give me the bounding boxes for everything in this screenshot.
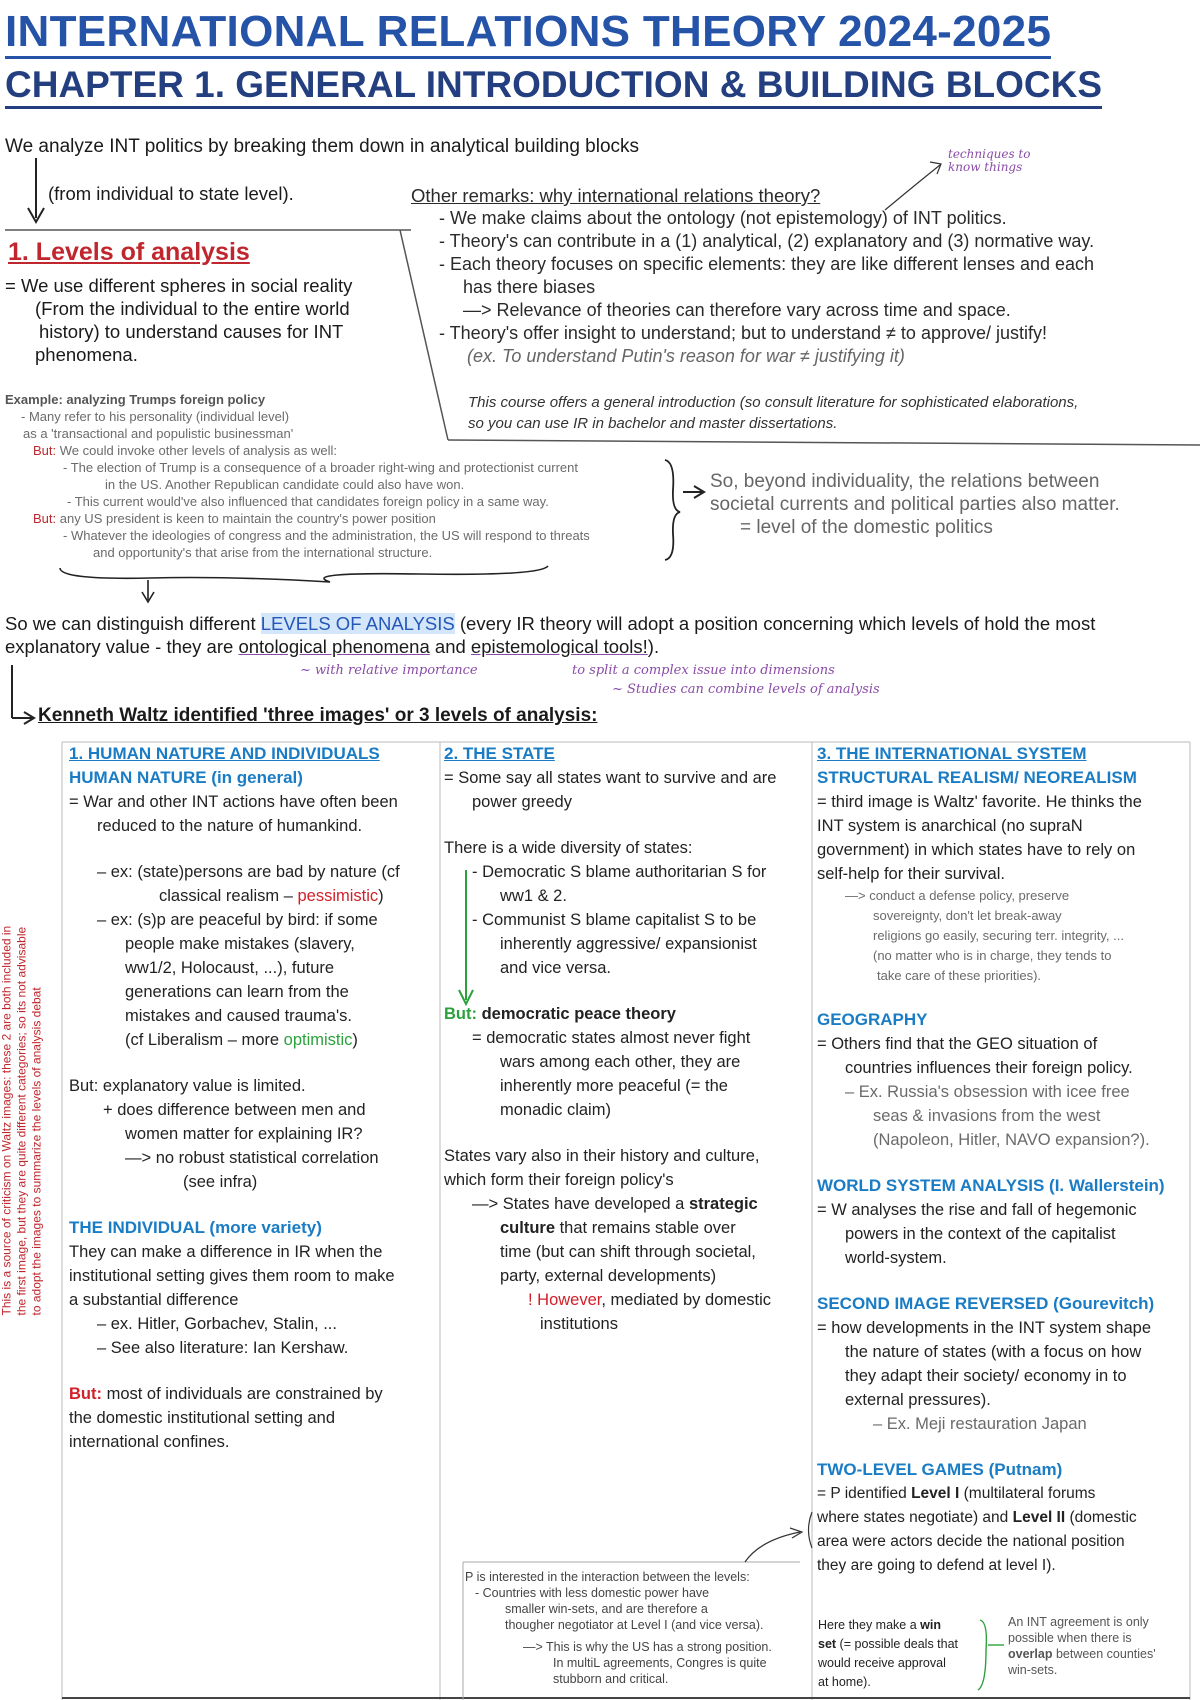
waltz-heading: Kenneth Waltz identified 'three images' or 3 levels of analysis: — [38, 705, 598, 726]
col3-line: they are going to defend at level I). — [817, 1557, 1056, 1574]
col3-line: = how developments in the INT system shape — [817, 1319, 1151, 1337]
other-remarks — [411, 184, 1191, 368]
col3-subheading: WORLD SYSTEM ANALYSIS (I. Wallerstein) — [817, 1176, 1165, 1195]
example-title: Example: analyzing Trumps foreign policy — [5, 392, 266, 407]
col1-line: a substantial difference — [69, 1291, 239, 1309]
col1-line: – See also literature: Ian Kershaw. — [97, 1339, 349, 1357]
note-line: possible when there is — [1008, 1631, 1132, 1645]
set-term: set — [818, 1637, 837, 1651]
col2-heading: 2. THE STATE — [444, 744, 555, 763]
col1-line: ) — [352, 1031, 358, 1049]
remark-item: (ex. To understand Putin's reason for war ≠ justifying it) — [467, 346, 905, 366]
chapter-title: CHAPTER 1. GENERAL INTRODUCTION & BUILDING BLOCKS — [5, 64, 1102, 109]
levels-of-analysis-paragraph — [5, 612, 1195, 658]
col3-note: sovereignty, don't let break-away — [873, 908, 1062, 923]
col1-line: people make mistakes (slavery, — [125, 935, 355, 953]
intro-text: We analyze INT politics by breaking them down in analytical building blocks — [5, 136, 640, 157]
col2-line: —> States have developed a — [472, 1195, 689, 1213]
but-label: But: — [69, 1385, 102, 1403]
note-line: —> This is why the US has a strong position. — [523, 1640, 772, 1654]
col1-line: – ex: (s)p are peaceful by bird: if some — [97, 911, 378, 929]
intro-subtext: (from individual to state level). — [48, 183, 294, 204]
col1-subheading: THE INDIVIDUAL (more variety) — [69, 1218, 322, 1237]
example-line: - This current would've also influenced that candidates foreign policy in a same way. — [67, 494, 549, 509]
however-term: ! However — [528, 1291, 602, 1309]
course-line: so you can use IR in bachelor and master dissertations. — [468, 415, 838, 432]
para-text: ). — [647, 636, 660, 657]
col1-heading: 1. HUMAN NATURE AND INDIVIDUALS — [69, 744, 380, 763]
example-line: in the US. Another Republican candidate could also have won. — [105, 477, 465, 492]
col1-line: – ex. Hitler, Gorbachev, Stalin, ... — [97, 1315, 337, 1333]
remark-item: —> Relevance of theories can therefore vary across time and space. — [463, 300, 1011, 320]
column-the-state — [444, 742, 810, 1336]
handwritten-note-top: techniques to know things — [948, 147, 1031, 174]
col1-line: ww1/2, Holocaust, ...), future — [125, 959, 335, 977]
pessimistic-term: pessimistic — [297, 887, 379, 905]
page-title: INTERNATIONAL RELATIONS THEORY 2024-2025 — [5, 8, 1051, 59]
col2-line: monadic claim) — [500, 1101, 611, 1119]
col3-line: area were actors decide the national position — [817, 1533, 1125, 1550]
note-line: An INT agreement is only — [1008, 1615, 1149, 1629]
optimistic-term: optimistic — [283, 1031, 353, 1049]
example-line: - Whatever the ideologies of congress and the administration, the US will respond to threats — [63, 528, 590, 543]
col1-line: international confines. — [69, 1433, 230, 1451]
col2-line: institutions — [540, 1315, 618, 1333]
col1-line: most of individuals are constrained by — [101, 1385, 383, 1403]
para-text: and — [429, 636, 471, 657]
col3-note: religions go easily, securing terr. integrity, ... — [873, 928, 1124, 943]
col3-note: (no matter who is in charge, they tends to — [873, 948, 1112, 963]
example-line: We could invoke other levels of analysis as well: — [56, 443, 337, 458]
handwritten-split: to split a complex issue into dimensions — [572, 663, 835, 678]
col2-line: = Some say all states want to survive and are — [444, 769, 777, 787]
highlight-levels: LEVELS OF ANALYSIS — [260, 613, 455, 634]
remark-item: - Theory's can contribute in a (1) analytical, (2) explanatory and (3) normative way. — [439, 231, 1095, 251]
col2-line: which form their foreign policy's — [444, 1171, 674, 1189]
col1-line: = War and other INT actions have often been — [69, 793, 398, 811]
col3-line: – Ex. Meji restauration Japan — [873, 1415, 1087, 1433]
col3-subheading: STRUCTURAL REALISM/ NEOREALISM — [817, 768, 1137, 787]
col2-line: that remains stable over — [555, 1219, 736, 1237]
win-term: win — [920, 1618, 941, 1632]
col3-heading: 3. THE INTERNATIONAL SYSTEM — [817, 744, 1087, 763]
col3-line: = W analyses the rise and fall of hegemonic — [817, 1201, 1137, 1219]
col1-line: ) — [378, 887, 384, 905]
col3-line: powers in the context of the capitalist — [845, 1225, 1116, 1243]
col3-line: – Ex. Russia's obsession with icee free — [845, 1083, 1130, 1101]
col3-line: world-system. — [845, 1249, 947, 1267]
col1-line: classical realism – — [159, 887, 298, 905]
side-criticism-note: This is a source of criticism on Waltz images: these 2 are both included in the first image, but they are quite different categories; so its not advisable to adopt the images to summarize the levels of analysis debat — [0, 925, 44, 1316]
column-international-system — [817, 742, 1189, 1578]
col3-line: (Napoleon, Hitler, NAVO expansion?). — [873, 1131, 1150, 1149]
overlap-note — [1008, 1614, 1178, 1678]
col1-subheading: HUMAN NATURE (in general) — [69, 768, 303, 787]
remarks-header: Other remarks: why international relations theory? — [411, 185, 821, 206]
note-line: (= possible deals that — [836, 1637, 959, 1651]
note-line: Here they make a — [818, 1618, 921, 1632]
levels-heading: 1. Levels of analysis — [8, 238, 250, 266]
column-human-nature — [69, 742, 437, 1454]
col3-line: seas & invasions from the west — [873, 1107, 1101, 1125]
levels-line: history) to understand causes for INT — [39, 321, 344, 342]
col3-line: = third image is Waltz' favorite. He thinks the — [817, 793, 1142, 811]
col2-line: inherently aggressive/ expansionist — [500, 935, 757, 953]
conclusion-line: societal currents and political parties also matter. — [710, 494, 1120, 515]
col3-line: countries influences their foreign policy. — [845, 1059, 1133, 1077]
course-line: This course offers a general introduction (so consult literature for sophisticated elaborations, — [468, 394, 1079, 411]
ontological-term: ontological phenomena — [238, 636, 430, 657]
col3-line: = P identified — [817, 1485, 912, 1502]
col2-line: inherently more peaceful (= the — [500, 1077, 728, 1095]
handwritten-combine: ~ Studies can combine levels of analysis — [612, 682, 880, 697]
col3-line: (multilateral forums — [959, 1485, 1096, 1502]
levels-line: phenomena. — [35, 344, 138, 365]
note-line: between counties' — [1052, 1647, 1156, 1661]
col1-line: + does difference between men and — [103, 1101, 366, 1119]
col2-line: - Democratic S blame authoritarian S for — [472, 863, 767, 881]
col2-line: States vary also in their history and culture, — [444, 1147, 760, 1165]
col1-line: reduced to the nature of humankind. — [97, 817, 363, 835]
democratic-peace-heading: democratic peace theory — [476, 1005, 676, 1023]
col2-line: time (but can shift through societal, — [500, 1243, 756, 1261]
remark-item: has there biases — [463, 277, 596, 297]
col1-line: But: explanatory value is limited. — [69, 1077, 306, 1095]
col1-line: —> no robust statistical correlation — [125, 1149, 379, 1167]
note-line: at home). — [818, 1675, 871, 1689]
col2-line: - Communist S blame capitalist S to be — [472, 911, 757, 929]
para-text: So we can distinguish different — [5, 613, 261, 634]
epistemological-term: epistemological tools! — [470, 636, 648, 657]
win-set-note — [818, 1616, 988, 1692]
col1-line: – ex: (state)persons are bad by nature (cf — [97, 863, 400, 881]
but-label: But: — [33, 443, 57, 458]
levels-line: = We use different spheres in social reality — [5, 275, 353, 296]
remark-item: - Theory's offer insight to understand; but to understand ≠ to approve/ justify! — [439, 323, 1048, 343]
note-line: smaller win-sets, and are therefore a — [505, 1602, 708, 1616]
col1-line: mistakes and caused trauma's. — [125, 1007, 352, 1025]
example-line: and opportunity's that arise from the international structure. — [93, 545, 433, 560]
col1-line: women matter for explaining IR? — [125, 1125, 363, 1143]
col3-note: take care of these priorities). — [877, 968, 1042, 983]
conclusion-line: = level of the domestic politics — [740, 517, 993, 538]
levels-definition — [5, 274, 395, 366]
example-line: as a 'transactional and populistic businessman' — [23, 426, 294, 441]
col3-line: where states negotiate) and — [817, 1509, 1013, 1526]
but-label: But: — [444, 1005, 477, 1023]
col1-line: They can make a difference in IR when the — [69, 1243, 383, 1261]
example-line: - The election of Trump is a consequence of a broader right-wing and protectionist current — [63, 460, 578, 475]
remark-item: - We make claims about the ontology (not epistemology) of INT politics. — [439, 208, 1007, 228]
col3-line: INT system is anarchical (no supraN — [817, 817, 1083, 835]
culture-term: culture — [500, 1219, 556, 1237]
col2-line: party, external developments) — [500, 1267, 717, 1285]
col3-note: —> conduct a defense policy, preserve — [845, 888, 1070, 903]
col2-line: , mediated by domestic — [601, 1291, 772, 1309]
col3-line: self-help for their survival. — [817, 865, 1005, 883]
but-label: But: — [33, 511, 57, 526]
interaction-note — [465, 1569, 810, 1687]
para-text: (every IR theory will adopt a position concerning which levels of hold the most explanatory value - they are — [5, 613, 1096, 657]
col1-line: the domestic institutional setting and — [69, 1409, 335, 1427]
conclusion-line: So, beyond individuality, the relations between — [710, 471, 1100, 492]
note-line: win-sets. — [1008, 1663, 1058, 1677]
note-line: In multiL agreements, Congres is quite — [553, 1656, 767, 1670]
levels-line: (From the individual to the entire world — [35, 298, 350, 319]
note-line: - Countries with less domestic power have — [475, 1586, 710, 1600]
note-line: stubborn and critical. — [553, 1672, 669, 1686]
col3-line: external pressures). — [845, 1391, 991, 1409]
col2-line: power greedy — [472, 793, 572, 811]
col3-line: (domestic — [1065, 1509, 1137, 1526]
example-line: - Many refer to his personality (individual level) — [21, 409, 290, 424]
example-line: any US president is keen to maintain the country's power position — [56, 511, 436, 526]
col3-line: = Others find that the GEO situation of — [817, 1035, 1098, 1053]
col3-subheading: SECOND IMAGE REVERSED (Gourevitch) — [817, 1294, 1155, 1313]
col2-line: There is a wide diversity of states: — [444, 839, 693, 857]
col3-subheading: TWO-LEVEL GAMES (Putnam) — [817, 1460, 1063, 1479]
overlap-term: overlap — [1008, 1647, 1053, 1661]
col2-line: and vice versa. — [500, 959, 611, 977]
col3-subheading: GEOGRAPHY — [817, 1010, 928, 1029]
note-line: would receive approval — [818, 1656, 946, 1670]
col2-line: = democratic states almost never fight — [472, 1029, 751, 1047]
col3-line: government) in which states have to rely on — [817, 841, 1136, 859]
col1-line: (see infra) — [183, 1173, 258, 1191]
col3-line: the nature of states (with a focus on how — [845, 1343, 1142, 1361]
handwritten-relative: ~ with relative importance — [300, 663, 478, 678]
level-one-term: Level I — [911, 1485, 960, 1502]
col1-line: (cf Liberalism – more — [125, 1031, 284, 1049]
so-beyond-conclusion — [710, 470, 1190, 539]
note-line: thougher negotiator at Level I (and vice versa). — [505, 1618, 764, 1632]
col1-line: institutional setting gives them room to make — [69, 1267, 395, 1285]
col1-line: generations can learn from the — [125, 983, 349, 1001]
note-line: P is interested in the interaction between the levels: — [465, 1570, 750, 1584]
col2-line: wars among each other, they are — [500, 1053, 741, 1071]
strategic-term: strategic — [688, 1195, 758, 1213]
col2-line: ww1 & 2. — [500, 887, 567, 905]
level-two-term: Level II — [1012, 1509, 1066, 1526]
col3-line: they adapt their society/ economy in to — [845, 1367, 1127, 1385]
remark-item: - Each theory focuses on specific elements: they are like different lenses and each — [439, 254, 1095, 274]
course-note — [468, 392, 1178, 434]
